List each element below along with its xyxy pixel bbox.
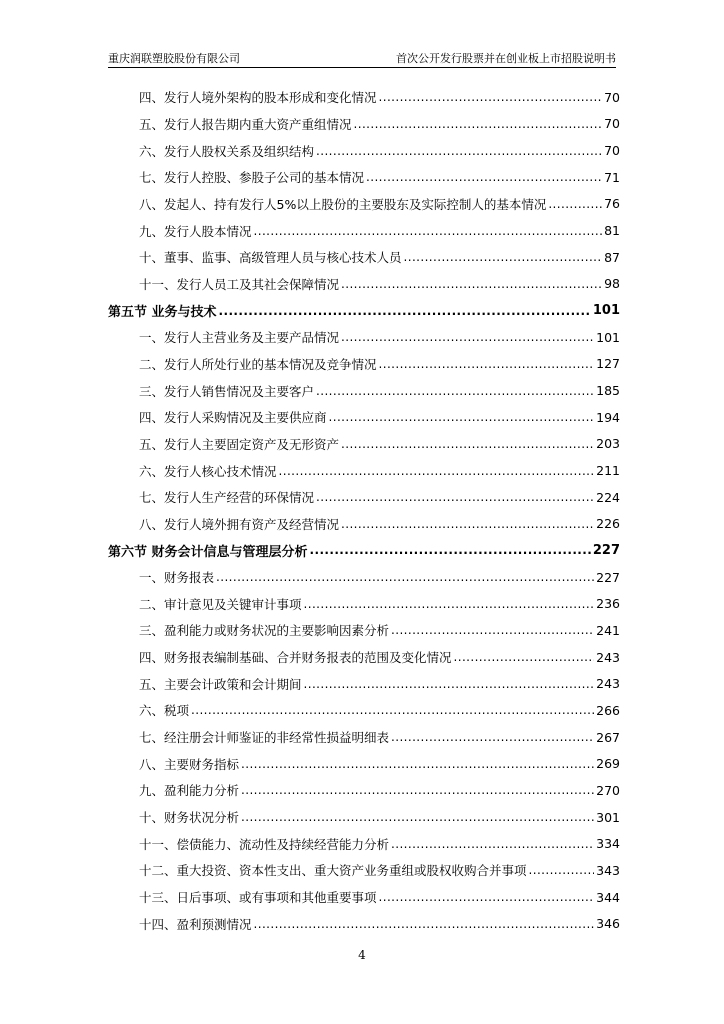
toc-entry[interactable] [108, 431, 620, 458]
toc-entry-page: 98 [604, 276, 620, 292]
toc-entry-page: 267 [596, 729, 620, 745]
toc-leader-dots [341, 277, 602, 291]
toc-leader-dots [354, 117, 603, 131]
toc-entry-label: 十、董事、监事、高级管理人员与核心技术人员 [139, 250, 402, 266]
toc-leader-dots [310, 543, 591, 557]
toc-leader-dots [404, 250, 603, 264]
toc-entry-label: 五、主要会计政策和会计期间 [139, 676, 302, 692]
toc-entry-page: 346 [596, 916, 620, 932]
toc-entry-label: 四、发行人境外架构的股本形成和变化情况 [139, 90, 377, 106]
toc-leader-dots [548, 197, 602, 211]
toc-entry-label: 十一、偿债能力、流动性及持续经营能力分析 [139, 836, 390, 852]
toc-entry-page: 81 [604, 223, 620, 239]
toc-entry-page: 226 [596, 516, 620, 532]
toc-entry-label: 二、发行人所处行业的基本情况及竞争情况 [139, 356, 377, 372]
toc-entry-page: 270 [596, 782, 620, 798]
toc-entry-page: 269 [596, 756, 620, 772]
toc-leader-dots [379, 90, 603, 104]
toc-entry-label: 二、审计意见及关键审计事项 [139, 596, 302, 612]
toc-entry-page: 227 [592, 542, 620, 558]
toc-leader-dots [254, 917, 595, 931]
toc-entry-label: 三、盈利能力或财务状况的主要影响因素分析 [139, 623, 390, 639]
toc-leader-dots [379, 890, 595, 904]
toc-entry-page: 241 [596, 622, 620, 638]
toc-entry[interactable] [108, 670, 620, 697]
toc-entry[interactable] [108, 84, 620, 111]
toc-entry[interactable] [108, 617, 620, 644]
toc-entry-page: 185 [596, 383, 620, 399]
toc-entry[interactable] [108, 111, 620, 138]
toc-leader-dots [391, 837, 594, 851]
toc-entry[interactable] [108, 750, 620, 777]
toc-entry[interactable] [108, 191, 620, 218]
toc-leader-dots [454, 650, 595, 664]
toc-entry-label: 第六节 财务会计信息与管理层分析 [108, 544, 308, 560]
toc-entry-page: 266 [596, 702, 620, 718]
toc-entry[interactable] [108, 804, 620, 831]
toc-entry[interactable] [108, 884, 620, 911]
page-header [108, 49, 616, 68]
toc-leader-dots [391, 623, 594, 637]
toc-entry[interactable] [108, 404, 620, 431]
toc-entry-page: 76 [604, 196, 620, 212]
toc-entry[interactable] [108, 377, 620, 404]
toc-entry-page: 70 [604, 143, 620, 159]
toc-leader-dots [254, 224, 603, 238]
page-number: 4 [358, 948, 366, 962]
toc-entry-label: 十二、重大投资、资本性支出、重大资产业务重组或股权收购合并事项 [139, 863, 527, 879]
toc-leader-dots [304, 597, 595, 611]
toc-entry-label: 一、发行人主营业务及主要产品情况 [139, 330, 340, 346]
toc-entry[interactable] [108, 244, 620, 271]
toc-entry[interactable] [108, 484, 620, 511]
toc-entry[interactable] [108, 830, 620, 857]
toc-entry-label: 七、发行人生产经营的环保情况 [139, 490, 315, 506]
toc-entry-page: 227 [596, 569, 620, 585]
toc-entry-page: 194 [596, 409, 620, 425]
toc-leader-dots [529, 863, 595, 877]
toc-entry-label: 八、发行人境外拥有资产及经营情况 [139, 516, 340, 532]
toc-leader-dots [241, 757, 594, 771]
toc-entry-page: 71 [604, 169, 620, 185]
toc-entry[interactable] [108, 511, 620, 538]
toc-entry-label: 七、经注册会计师鉴证的非经常性损益明细表 [139, 730, 390, 746]
toc-entry-page: 101 [592, 303, 620, 319]
toc-entry[interactable] [108, 271, 620, 298]
toc-leader-dots [341, 517, 594, 531]
toc-entry-label: 四、财务报表编制基础、合并财务报表的范围及变化情况 [139, 650, 452, 666]
toc-entry-page: 243 [596, 649, 620, 665]
toc-section-entry[interactable] [108, 297, 620, 324]
toc-leader-dots [241, 810, 594, 824]
toc-leader-dots [341, 437, 594, 451]
toc-leader-dots [304, 677, 595, 691]
toc-entry-label: 五、发行人主要固定资产及无形资产 [139, 436, 340, 452]
toc-leader-dots [219, 304, 591, 318]
toc-entry[interactable] [108, 217, 620, 244]
toc-leader-dots [241, 783, 594, 797]
toc-entry-label: 十、财务状况分析 [139, 810, 240, 826]
toc-entry-label: 一、财务报表 [139, 570, 215, 586]
toc-section-entry[interactable] [108, 537, 620, 564]
toc-entry[interactable] [108, 857, 620, 884]
toc-entry-label: 九、发行人股本情况 [139, 223, 252, 239]
toc-entry[interactable] [108, 564, 620, 591]
toc-entry-page: 334 [596, 836, 620, 852]
toc-entry-page: 203 [596, 436, 620, 452]
toc-entry-page: 236 [596, 596, 620, 612]
toc-entry-page: 344 [596, 889, 620, 905]
toc-entry-label: 八、发起人、持有发行人5%以上股份的主要股东及实际控制人的基本情况 [139, 196, 547, 212]
toc-entry-page: 70 [604, 89, 620, 105]
toc-entry-label: 十四、盈利预测情况 [139, 916, 252, 932]
toc-entry-label: 五、发行人报告期内重大资产重组情况 [139, 116, 352, 132]
toc-entry-page: 127 [596, 356, 620, 372]
toc-entry-page: 211 [596, 463, 620, 479]
toc-entry-page: 224 [596, 489, 620, 505]
toc-entry[interactable] [108, 457, 620, 484]
toc-entry-label: 十一、发行人员工及其社会保障情况 [139, 276, 340, 292]
toc-entry[interactable] [108, 644, 620, 671]
toc-entry-page: 70 [604, 116, 620, 132]
toc-entry-page: 101 [596, 329, 620, 345]
toc-entry-label: 三、发行人销售情况及主要客户 [139, 383, 315, 399]
toc-entry[interactable] [108, 724, 620, 751]
toc-entry-label: 第五节 业务与技术 [108, 305, 217, 321]
toc-entry[interactable] [108, 137, 620, 164]
toc-leader-dots [379, 357, 595, 371]
toc-leader-dots [316, 384, 594, 398]
toc-entry[interactable] [108, 590, 620, 617]
toc-entry-label: 六、发行人股权关系及组织结构 [139, 143, 315, 159]
toc-entry[interactable] [108, 164, 620, 191]
toc-entry[interactable] [108, 910, 620, 937]
toc-entry-label: 八、主要财务指标 [139, 756, 240, 772]
toc-entry[interactable] [108, 324, 620, 351]
toc-entry-label: 四、发行人采购情况及主要供应商 [139, 410, 327, 426]
toc-entry-label: 六、发行人核心技术情况 [139, 463, 277, 479]
toc-entry-label: 七、发行人控股、参股子公司的基本情况 [139, 170, 365, 186]
toc-leader-dots [316, 144, 602, 158]
toc-entry-label: 九、盈利能力分析 [139, 783, 240, 799]
toc-entry-page: 87 [604, 249, 620, 265]
header-company: 重庆润联塑胶股份有限公司 [108, 52, 240, 65]
toc-entry-page: 243 [596, 676, 620, 692]
table-of-contents [108, 84, 620, 937]
toc-leader-dots [216, 570, 594, 584]
toc-entry[interactable] [108, 351, 620, 378]
toc-entry-page: 301 [596, 809, 620, 825]
toc-leader-dots [366, 170, 602, 184]
toc-entry-label: 十三、日后事项、或有事项和其他重要事项 [139, 890, 377, 906]
toc-leader-dots [329, 410, 595, 424]
toc-entry-page: 343 [596, 862, 620, 878]
toc-entry[interactable] [108, 697, 620, 724]
toc-entry-label: 六、税项 [139, 703, 190, 719]
toc-leader-dots [341, 330, 594, 344]
header-document-title: 首次公开发行股票并在创业板上市招股说明书 [396, 52, 616, 65]
toc-leader-dots [191, 703, 594, 717]
toc-leader-dots [316, 490, 594, 504]
toc-entry[interactable] [108, 777, 620, 804]
toc-leader-dots [391, 730, 594, 744]
toc-leader-dots [279, 464, 595, 478]
